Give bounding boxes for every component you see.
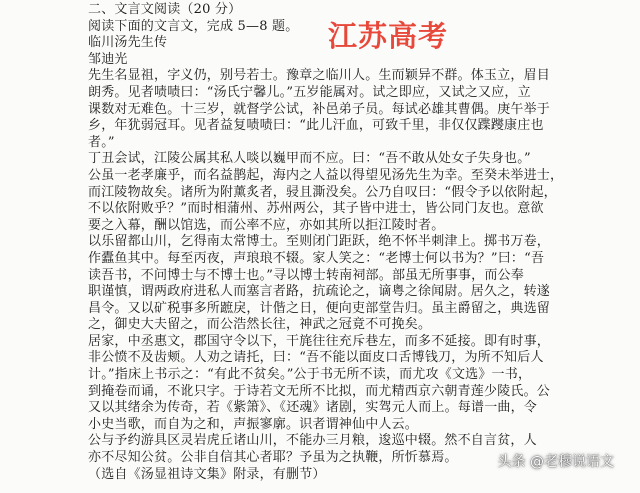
passage-line: 小史当歌，而自为之和，声振寥廓。识者谓神仙中人云。 bbox=[88, 416, 419, 432]
source-note: （选自《汤显祖诗文集》附录，有删节） bbox=[88, 466, 326, 482]
passage-line: 公与予约游具区灵岩虎丘诸山川，不能办三月粮，逡巡中辍。然不自言贫，人 bbox=[88, 433, 537, 449]
passage-line: 计。”指床上书示之：“有此不贫矣。”公于书无所不读，而尤攻《文选》一书， bbox=[88, 367, 532, 383]
author-watermark: 头条 @老穆说语文 bbox=[497, 454, 614, 470]
passage-line: 要之入幕，酬以馆选，而公率不应，亦如其所以拒江陵时者。 bbox=[88, 217, 445, 233]
passage-line: 读吾书，不问博士与不博士也。”寻以博士转南祠部。部虽无所事事，而公奉 bbox=[88, 267, 524, 283]
passage-author: 邹迪光 bbox=[88, 51, 128, 67]
instruction-line: 阅读下面的文言文，完成 5—8 题。 bbox=[88, 18, 299, 34]
passage-line: 不以依附败乎？”而时相蒲州、苏州两公，其子皆中进士，皆公同门友也。意欲 bbox=[88, 201, 544, 217]
passage-line: 职谨慎，谓两政府进私人而塞言者路，抗疏论之，谪粤之徐闻尉。居久之，转遂 bbox=[88, 284, 551, 300]
passage-line: 课数对无难色。十三岁，就督学公试，补邑弟子员。每试必雄其曹偶。庚午举于 bbox=[88, 101, 551, 117]
passage-line: 到掩卷而诵，不讹只字。于诗若文无所不比拟，而尤精西京六朝青莲少陵氏。公 bbox=[88, 383, 551, 399]
passage-line: 先生名显祖，字义仍，别号若士。豫章之临川人。生而颖异不群。体玉立，眉目 bbox=[88, 68, 551, 84]
passage-line: 居家，中丞惠文，郡国守令以下，干旄往往充斥巷左，而多不延接。即有时事， bbox=[88, 333, 551, 349]
exam-passage bbox=[88, 2, 564, 483]
passage-title: 临川汤先生传 bbox=[88, 35, 168, 51]
jiangsu-gaokao-stamp: 江苏高考 bbox=[328, 19, 449, 53]
passage-line: 公虽一老孝廉乎，而名益鹊起，海内之人益以得望见汤先生为幸。至癸未举进士， bbox=[88, 167, 564, 183]
passage-line: 丁丑会试，江陵公属其私人啖以巍甲而不应。曰：“吾不敢从处女子失身也。” bbox=[88, 151, 531, 167]
passage-line: 昌令。又以矿税事多所蹠戾，计偕之日，便向吏部堂告归。虽主爵留之，典选留 bbox=[88, 300, 551, 316]
passage-line: 而江陵物故矣。诸所为附薰炙者，骎且澌没矣。公乃自叹曰：“假令予以依附起， bbox=[88, 184, 557, 200]
passage-line: 之，御史大夫留之，而公浩然长往，神武之冠竟不可挽矣。 bbox=[88, 317, 432, 333]
passage-line: 又以其绪余为传奇，若《紫箫》、《还魂》诸剧，实驾元人而上。每谱一曲，令 bbox=[88, 400, 538, 416]
passage-line: 作蠹鱼其中。每至丙夜，声琅琅不辍。家人笑之：“老博士何以书为？”曰：“吾 bbox=[88, 250, 545, 266]
section-heading: 二、文言文阅读（20 分） bbox=[88, 2, 242, 17]
passage-line: 乡，年犹弱冠耳。见者益复啧啧曰：“此儿汗血，可致千里，非仅仅蹀躞康庄也 bbox=[88, 118, 544, 134]
passage-line: 以乐留都山川，乞得南太常博士。至则闭门距跃，绝不怀半刺津上。掷书万卷， bbox=[88, 234, 551, 250]
passage-line: 朗秀。见者啧啧曰：“汤氏宁馨儿。”五岁能属对。试之即应，又试之又应，立 bbox=[88, 84, 531, 100]
passage-line: 亦不尽知公贫。公非自信其心者耶？予虽为之执鞭，所忻慕焉。 bbox=[88, 450, 458, 466]
passage-line: 非公愤不及齿颊。人劝之请托，曰：“吾不能以面皮口舌博钱刀，为所不知后人 bbox=[88, 350, 544, 366]
passage-line: 者。” bbox=[88, 134, 115, 150]
